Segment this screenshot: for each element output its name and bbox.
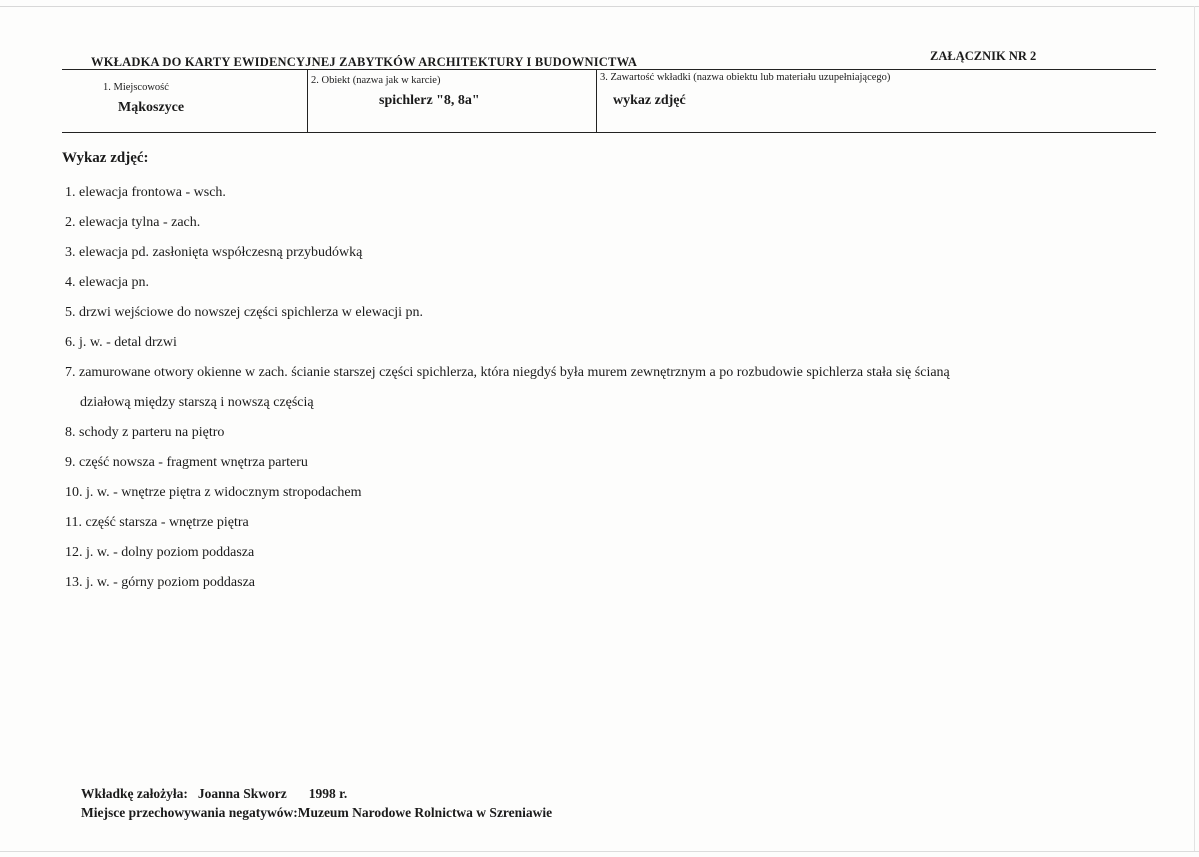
list-item: 13. j. w. - górny poziom poddasza xyxy=(65,575,255,590)
list-item: 11. część starsza - wnętrze piętra xyxy=(65,515,249,530)
page-edge-right xyxy=(1194,6,1195,851)
list-item: 8. schody z parteru na piętro xyxy=(65,425,225,440)
place-value: Mąkoszyce xyxy=(118,100,185,115)
negatives-label: Miejsce przechowywania negatywów: xyxy=(81,805,298,820)
created-by-line xyxy=(81,786,347,802)
list-item: 5. drzwi wejściowe do nowszej części spichlerza w elewacji pn. xyxy=(65,305,424,320)
list-item: 12. j. w. - dolny poziom poddasza xyxy=(65,545,255,560)
photo-list-heading: Wykaz zdjęć: xyxy=(62,150,149,166)
created-by-name: Joanna Skworz xyxy=(197,786,287,801)
list-item: 7. zamurowane otwory okienne w zach. ścianie starszej części spichlerza, która niegdyś była murem zewnętrznym a po rozbudowie spichlerza stała się ścianą xyxy=(65,365,950,380)
page-edge-bottom xyxy=(0,851,1199,852)
annex-number: ZAŁĄCZNIK NR 2 xyxy=(930,49,1037,63)
column-divider-1 xyxy=(307,69,308,133)
list-item: 6. j. w. - detal drzwi xyxy=(65,335,177,350)
list-item: 9. część nowsza - fragment wnętrza parteru xyxy=(65,455,308,470)
object-value: spichlerz "8, 8a" xyxy=(379,93,480,108)
list-item-continuation: działową między starszą i nowszą częścią xyxy=(80,395,314,410)
column-divider-2 xyxy=(596,69,597,133)
created-label: Wkładkę założyła: xyxy=(81,786,188,801)
list-item: 1. elewacja frontowa - wsch. xyxy=(65,185,226,200)
content-label: 3. Zawartość wkładki (nazwa obiektu lub materiału uzupełniającego) xyxy=(600,72,891,83)
negatives-line xyxy=(81,805,552,821)
content-value: wykaz zdjęć xyxy=(613,93,686,108)
list-item: 2. elewacja tylna - zach. xyxy=(65,215,201,230)
form-title: WKŁADKA DO KARTY EWIDENCYJNEJ ZABYTKÓW ARCHITEKTURY I BUDOWNICTWA xyxy=(91,55,638,69)
created-year: 1998 r. xyxy=(308,786,348,801)
negatives-place: Muzeum Narodowe Rolnictwa w Szreniawie xyxy=(297,805,553,820)
list-item: 3. elewacja pd. zasłonięta współczesną przybudówką xyxy=(65,245,363,260)
list-item: 4. elewacja pn. xyxy=(65,275,149,290)
object-label: 2. Obiekt (nazwa jak w karcie) xyxy=(311,75,441,86)
page-edge-top xyxy=(0,6,1199,7)
photo-list xyxy=(65,178,1165,598)
list-item: 10. j. w. - wnętrze piętra z widocznym stropodachem xyxy=(65,485,362,500)
header-rule-top xyxy=(62,69,1156,70)
header-rule-bottom xyxy=(62,132,1156,133)
place-label: 1. Miejscowość xyxy=(103,82,169,93)
